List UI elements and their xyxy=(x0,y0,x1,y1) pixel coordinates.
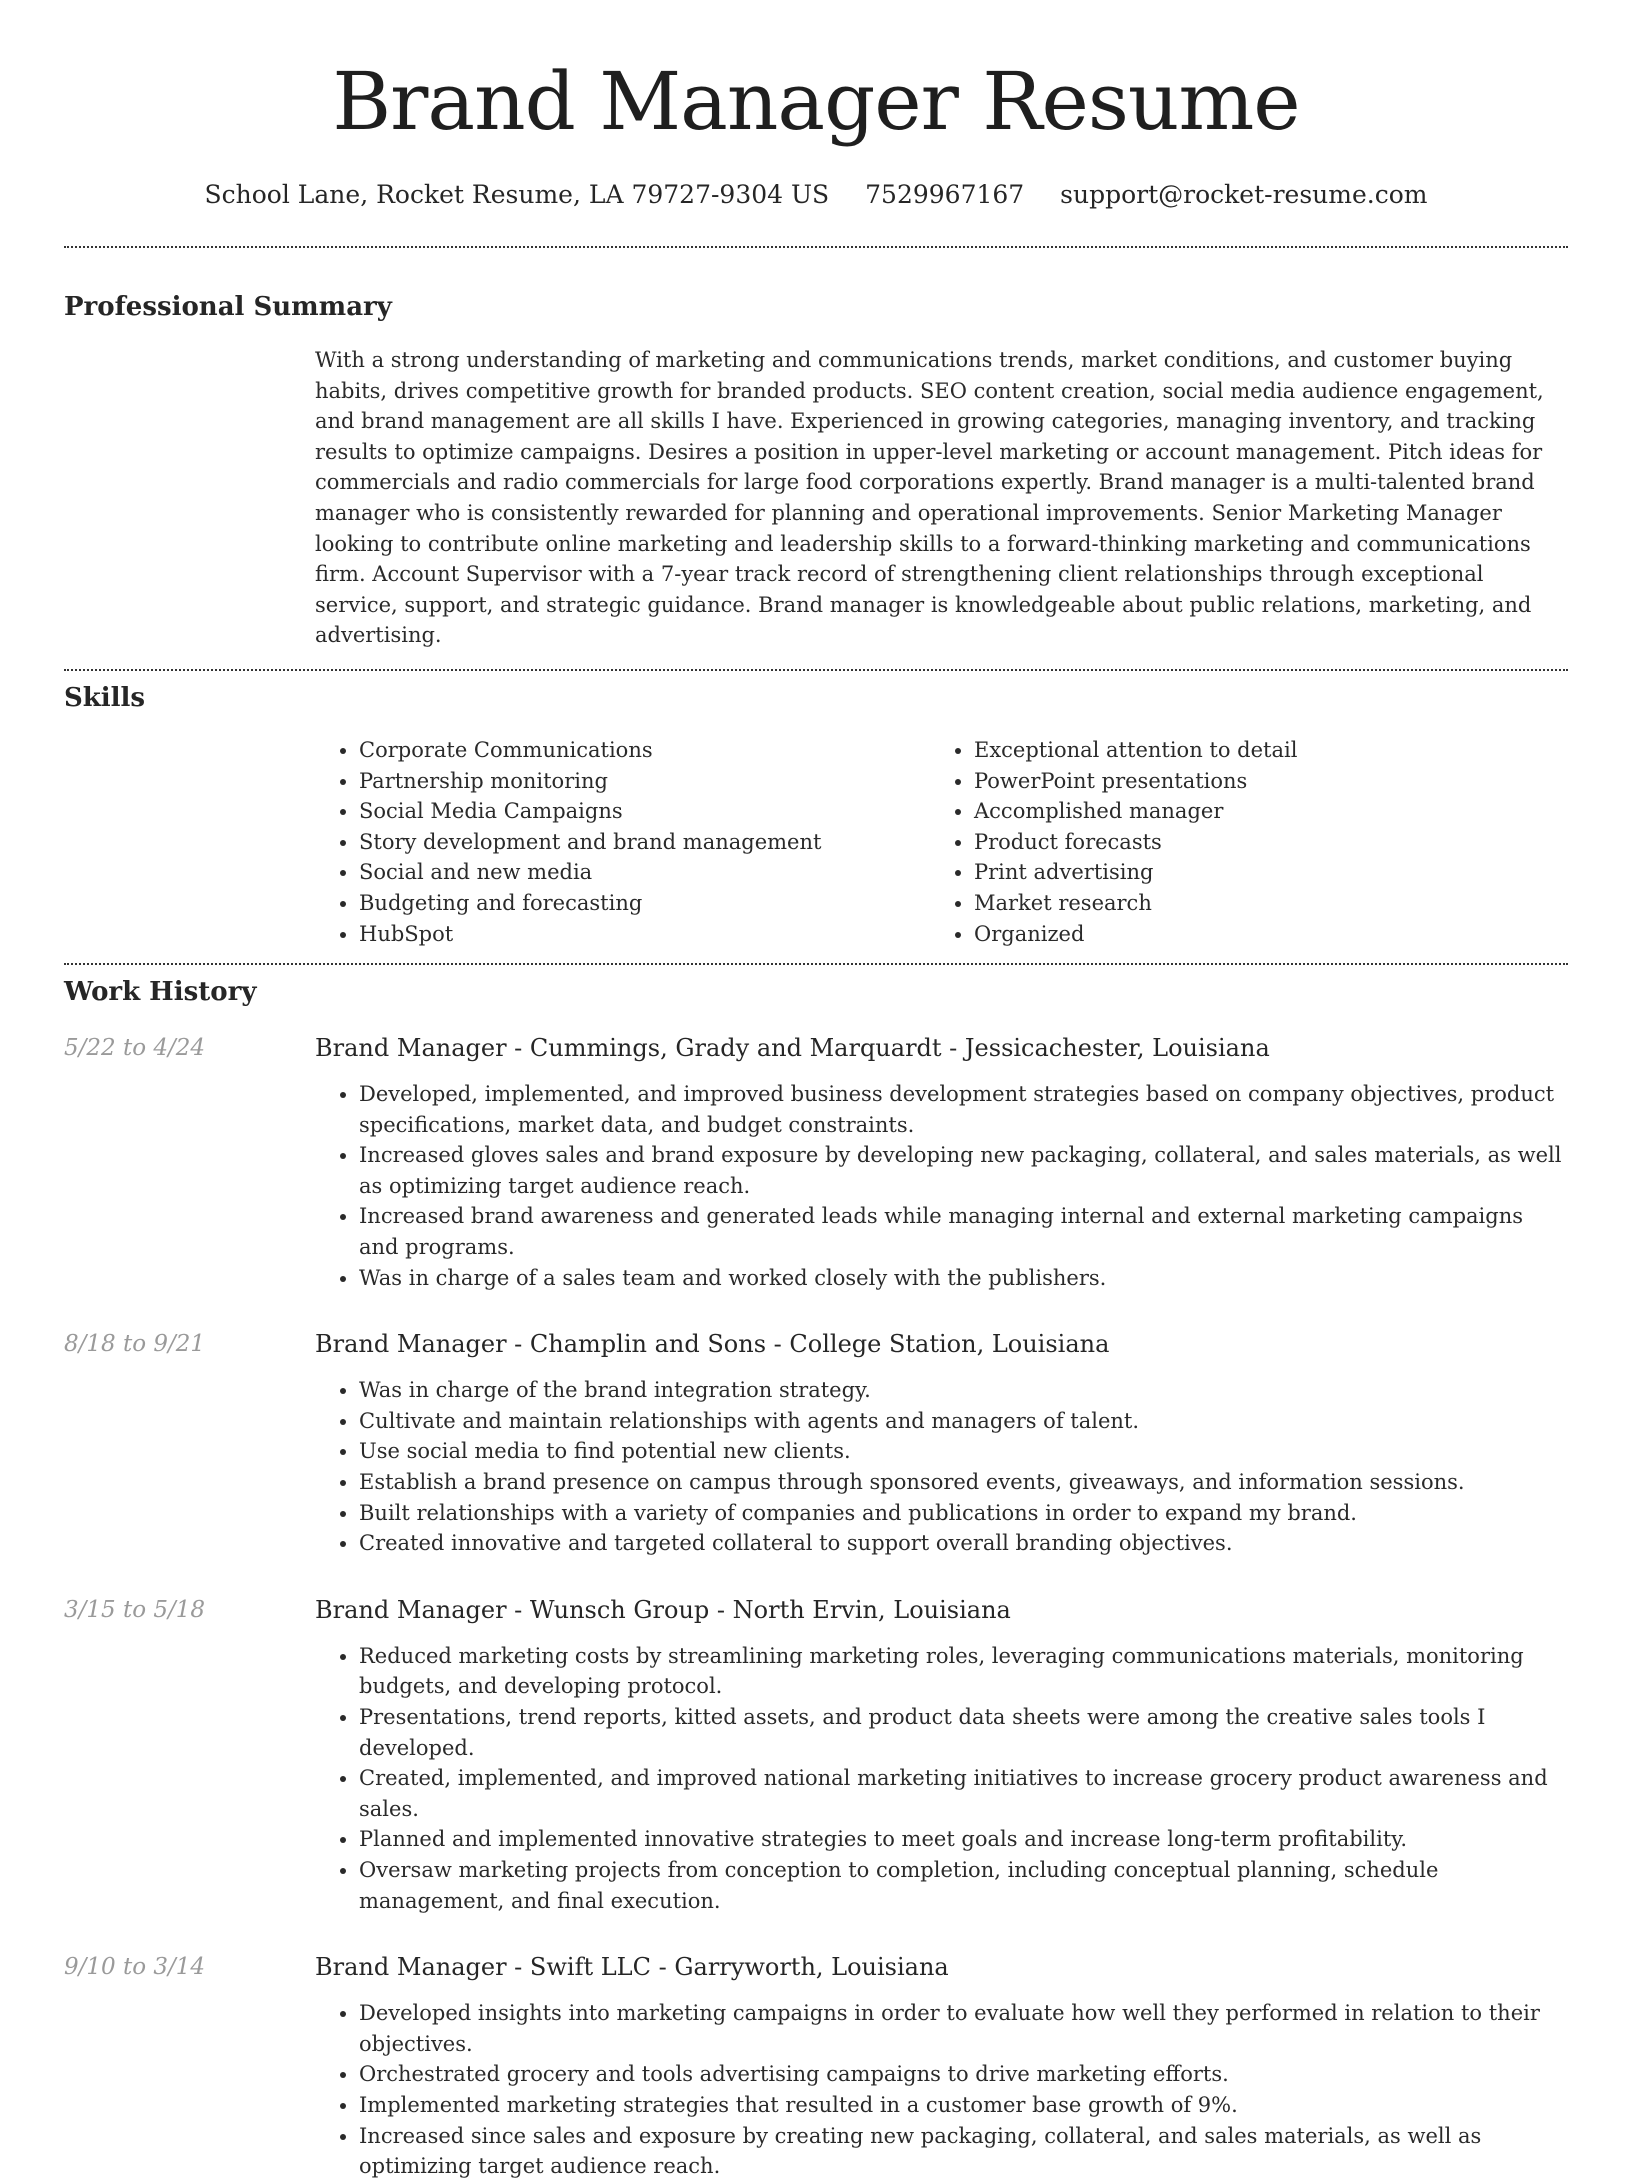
contact-address: School Lane, Rocket Resume, LA 79727-9304 US xyxy=(204,180,830,209)
job-bullet: • Oversaw marketing projects from conception to completion, including conceptual planning, schedule management, and final execution. xyxy=(359,1855,1568,1916)
skill-item: • Social Media Campaigns xyxy=(359,796,930,827)
job-bullet: • Presentations, trend reports, kitted assets, and product data sheets were among the creative sales tools I developed. xyxy=(359,1702,1568,1763)
skill-item: • Social and new media xyxy=(359,857,930,888)
job-heading: Brand Manager - Cummings, Grady and Marquardt - Jessicachester, Louisiana xyxy=(315,1034,1270,1063)
job-bullet: • Developed, implemented, and improved business development strategies based on company objectives, product specifications, market data, and budget constraints. xyxy=(359,1079,1568,1140)
skill-item: • Exceptional attention to detail xyxy=(974,735,1545,766)
job-bullet: • Created, implemented, and improved national marketing initiatives to increase grocery product awareness and sales. xyxy=(359,1763,1568,1824)
job-bullet: • Increased since sales and exposure by creating new packaging, collateral, and sales materials, as well as optimizing target audience reach. xyxy=(359,2121,1568,2182)
job-dates: 9/10 to 3/14 xyxy=(64,1954,206,1981)
job-body xyxy=(315,1031,1568,1293)
job-dates: 5/22 to 4/24 xyxy=(64,1035,206,1062)
skill-item: • Market research xyxy=(974,888,1545,919)
job-bullet: • Created innovative and targeted collateral to support overall branding objectives. xyxy=(359,1528,1568,1559)
job-entry xyxy=(64,1031,1568,1293)
skill-item: • PowerPoint presentations xyxy=(974,766,1545,797)
job-bullets xyxy=(315,1375,1568,1559)
job-bullet: • Built relationships with a variety of companies and publications in order to expand my brand. xyxy=(359,1498,1568,1529)
job-dates: 3/15 to 5/18 xyxy=(64,1596,206,1623)
job-bullet: • Was in charge of the brand integration strategy. xyxy=(359,1375,1568,1406)
job-bullet: • Was in charge of a sales team and worked closely with the publishers. xyxy=(359,1263,1568,1294)
job-bullet: • Orchestrated grocery and tools advertising campaigns to drive marketing efforts. xyxy=(359,2059,1568,2090)
job-bullets xyxy=(315,1079,1568,1293)
job-bullet: • Reduced marketing costs by streamlining marketing roles, leveraging communications materials, monitoring budgets, and developing protocol. xyxy=(359,1641,1568,1702)
job-bullet: • Establish a brand presence on campus through sponsored events, giveaways, and information sessions. xyxy=(359,1467,1568,1498)
job-bullet: • Planned and implemented innovative strategies to meet goals and increase long-term profitability. xyxy=(359,1824,1568,1855)
job-entry xyxy=(64,1327,1568,1559)
job-entry xyxy=(64,1950,1568,2182)
resume-title: Brand Manager Resume xyxy=(332,55,1300,148)
job-bullet: • Implemented marketing strategies that resulted in a customer base growth of 9%. xyxy=(359,2090,1568,2121)
job-bullet: • Developed insights into marketing campaigns in order to evaluate how well they performed in relation to their objectives. xyxy=(359,1998,1568,2059)
skills-columns xyxy=(315,735,1568,963)
job-heading: Brand Manager - Champlin and Sons - College Station, Louisiana xyxy=(315,1330,1110,1359)
contact-email: support@rocket-resume.com xyxy=(1060,180,1428,209)
job-entry xyxy=(64,1593,1568,1916)
job-bullets xyxy=(315,1998,1568,2182)
contact-phone: 7529967167 xyxy=(865,180,1025,209)
skill-item: • Print advertising xyxy=(974,857,1545,888)
job-body xyxy=(315,1593,1568,1916)
job-heading: Brand Manager - Wunsch Group - North Ervin, Louisiana xyxy=(315,1595,1011,1624)
skill-item: • Corporate Communications xyxy=(359,735,930,766)
job-bullets xyxy=(315,1641,1568,1916)
summary-heading: Professional Summary xyxy=(64,292,392,322)
contact-line xyxy=(64,178,1568,212)
skill-item: • Partnership monitoring xyxy=(359,766,930,797)
skill-item: • Accomplished manager xyxy=(974,796,1545,827)
job-bullet: • Increased brand awareness and generated leads while managing internal and external marketing campaigns and programs. xyxy=(359,1201,1568,1262)
summary-text: With a strong understanding of marketing and communications trends, market conditions, and customer buying habits, drives competitive growth for branded products. SEO content creation, social media audience engagement, and brand management are all skills I have. Experienced in growing categories, managing inventory, and tracking results to optimize campaigns. Desires a position in upper-level marketing or account management. Pitch ideas for commercials and radio commercials for large food corporations expertly. Brand manager is a multi-talented brand manager who is consistently rewarded for planning and operational improvements. Senior Marketing Manager looking to contribute online marketing and leadership skills to a forward-thinking marketing and communications firm. Account Supervisor with a 7-year track record of strengthening client relationships through exceptional service, support, and strategic guidance. Brand manager is knowledgeable about public relations, marketing, and advertising. xyxy=(315,348,1544,648)
skill-item: • Product forecasts xyxy=(974,827,1545,858)
skill-item: • Budgeting and forecasting xyxy=(359,888,930,919)
skills-list-right xyxy=(930,735,1545,949)
summary-section xyxy=(64,248,1568,669)
skills-section xyxy=(64,671,1568,963)
skills-list-left xyxy=(315,735,930,949)
job-bullet: • Cultivate and maintain relationships with agents and managers of talent. xyxy=(359,1406,1568,1437)
job-body xyxy=(315,1950,1568,2182)
work-history-section xyxy=(64,965,1568,2182)
skill-item: • HubSpot xyxy=(359,919,930,950)
resume-page xyxy=(64,0,1568,2182)
job-bullet: • Increased gloves sales and brand exposure by developing new packaging, collateral, and sales materials, as well as optimizing target audience reach. xyxy=(359,1140,1568,1201)
work-history-heading: Work History xyxy=(64,977,257,1008)
skills-heading: Skills xyxy=(64,682,146,713)
job-dates: 8/18 to 9/21 xyxy=(64,1331,206,1358)
job-bullet: • Use social media to find potential new clients. xyxy=(359,1436,1568,1467)
job-heading: Brand Manager - Swift LLC - Garryworth, Louisiana xyxy=(315,1953,949,1982)
skill-item: • Organized xyxy=(974,919,1545,950)
job-body xyxy=(315,1327,1568,1559)
skill-item: • Story development and brand management xyxy=(359,827,930,858)
